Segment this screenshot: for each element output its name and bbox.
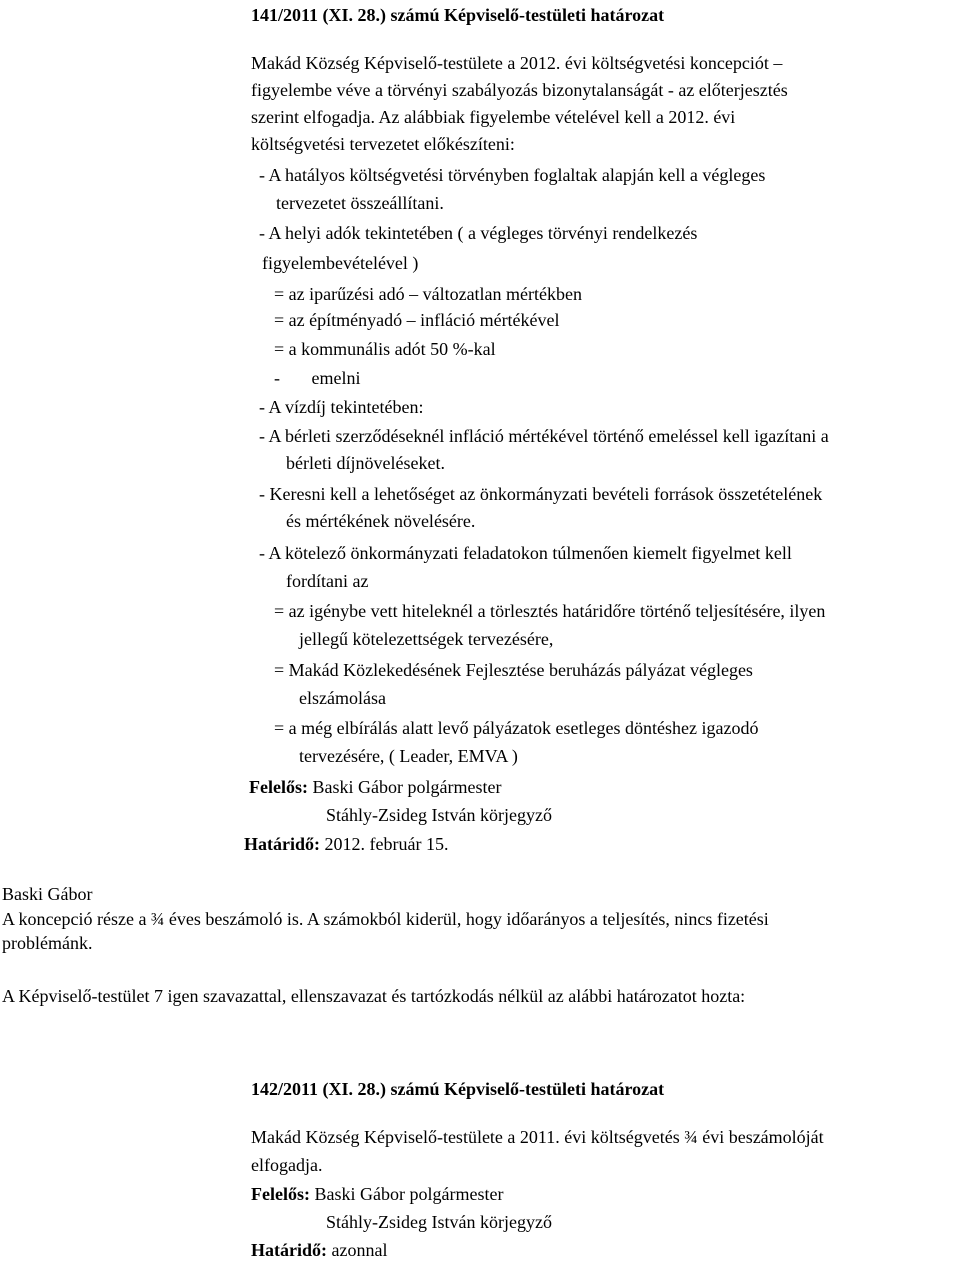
responsible-label: Felelős: [249, 777, 308, 797]
resolution-2-line: elfogadja. [251, 1155, 323, 1175]
resolution-1-line: = a kommunális adót 50 %-kal [274, 339, 496, 359]
responsible-mayor: Baski Gábor polgármester [314, 1184, 504, 1204]
resolution-1-line: bérleti díjnöveléseket. [286, 453, 445, 473]
deadline-label: Határidő: [244, 834, 320, 854]
resolution-1-line: - A bérleti szerződéseknél infláció mértékével történő emeléssel kell igazítani a [259, 426, 829, 446]
vote-statement: A Képviselő-testület 7 igen szavazattal, ellenszavazat és tartózkodás nélkül az alábbi határozatot hozta: [2, 986, 746, 1006]
speech-line: A koncepció része a ¾ éves beszámoló is. A számokból kiderül, hogy időarányos a teljesítés, nincs fizetési [2, 909, 769, 929]
resolution-2-deadline [251, 1239, 387, 1261]
resolution-2-responsible [251, 1183, 503, 1205]
responsible-mayor: Baski Gábor polgármester [312, 777, 502, 797]
deadline-value: 2012. február 15. [324, 834, 449, 854]
resolution-1-line: - Keresni kell a lehetőséget az önkormányzati bevételi források összetételének [259, 484, 823, 504]
resolution-1-line: - A helyi adók tekintetében ( a végleges törvényi rendelkezés [259, 223, 698, 243]
resolution-1-line: Makád Község Képviselő-testülete a 2012. évi költségvetési koncepciót – [251, 53, 783, 73]
resolution-1-responsible-notary: Stáhly-Zsideg István körjegyző [326, 805, 552, 825]
resolution-2-heading: 142/2011 (XI. 28.) számú Képviselő-testületi határozat [251, 1079, 665, 1099]
resolution-1-heading: 141/2011 (XI. 28.) számú Képviselő-testületi határozat [251, 5, 665, 25]
deadline-value: azonnal [331, 1240, 388, 1260]
resolution-1-line: jellegű kötelezettségek tervezésére, [299, 629, 554, 649]
deadline-label: Határidő: [251, 1240, 327, 1260]
resolution-1-line: költségvetési tervezetet előkészíteni: [251, 134, 515, 154]
resolution-1-line: tervezésére, ( Leader, EMVA ) [299, 746, 518, 766]
resolution-1-line: = az igénybe vett hiteleknél a törlesztés határidőre történő teljesítésére, ilyen [274, 601, 826, 621]
resolution-1-line: figyelembe véve a törvényi szabályozás bizonytalanságát - az előterjesztés [251, 80, 788, 100]
resolution-1-line: - A kötelező önkormányzati feladatokon túlmenően kiemelt figyelmet kell [259, 543, 792, 563]
resolution-2-line: Makád Község Képviselő-testülete a 2011. évi költségvetés ¾ évi beszámolóját [251, 1127, 824, 1147]
resolution-1-line: fordítani az [286, 571, 369, 591]
resolution-1-line: elszámolása [299, 688, 386, 708]
resolution-1-line: = az iparűzési adó – változatlan mértékben [274, 284, 583, 304]
resolution-1-line: = a még elbírálás alatt levő pályázatok esetleges döntéshez igazodó [274, 718, 759, 738]
resolution-2-responsible-notary: Stáhly-Zsideg István körjegyző [326, 1212, 552, 1232]
resolution-1-line: - A hatályos költségvetési törvényben foglaltak alapján kell a végleges [259, 165, 766, 185]
resolution-1-deadline [244, 833, 448, 855]
resolution-1-line: tervezetet összeállítani. [276, 193, 444, 213]
resolution-1-line: és mértékének növelésére. [286, 511, 476, 531]
resolution-1-line: = Makád Közlekedésének Fejlesztése beruházás pályázat végleges [274, 660, 753, 680]
responsible-label: Felelős: [251, 1184, 310, 1204]
resolution-1-line: figyelembevételével ) [262, 253, 419, 273]
speaker-name: Baski Gábor [2, 884, 93, 904]
resolution-1-line: - A vízdíj tekintetében: [259, 397, 424, 417]
resolution-1-responsible [249, 776, 501, 798]
speech-line: problémánk. [2, 933, 93, 953]
resolution-1-line: = az építményadó – infláció mértékével [274, 310, 560, 330]
resolution-1-line: szerint elfogadja. Az alábbiak figyelembe vételével kell a 2012. évi [251, 107, 736, 127]
resolution-1-line: - emelni [274, 368, 361, 388]
